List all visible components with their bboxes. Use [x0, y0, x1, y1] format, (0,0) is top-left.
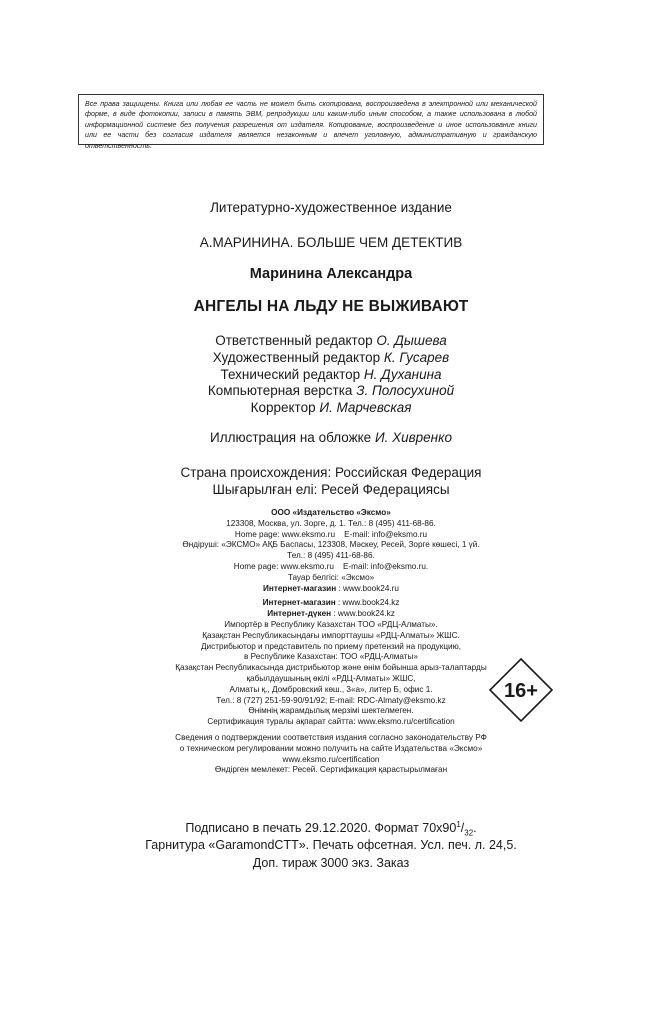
- series-line: А.МАРИНИНА. БОЛЬШЕ ЧЕМ ДЕТЕКТИВ: [199, 235, 463, 250]
- credit-line: [0, 333, 662, 348]
- age-rating-text: 16+: [504, 680, 538, 702]
- rights-line: Все права защищены. Книга или любая ее часть не может быть скопирована, воспроизведена в электронной или механической: [85, 100, 537, 108]
- publisher-block: [0, 508, 662, 776]
- illustration-credit: [0, 430, 662, 445]
- kz-distribution-line: Алматы қ., Домбровский көш., 3«а», литер Б, офис 1.: [229, 684, 433, 694]
- shop-kz-line: [0, 598, 662, 609]
- certification-line: Сведения о подтверждении соответствия издания согласно законодательству РФ: [175, 732, 487, 742]
- certification-line: www.eksmo.ru/certification: [282, 754, 380, 764]
- credit-role: Иллюстрация на обложке: [209, 430, 372, 445]
- kz-distribution-line: Дистрибьютор и представитель по приему претензий на продукцию,: [201, 641, 461, 651]
- credit-role: Корректор: [250, 400, 316, 415]
- publisher-web: Home page: www.eksmo.ru E-mail: info@eksmo.ru: [234, 529, 428, 539]
- shop-label: Интернет-дүкен: [267, 609, 332, 619]
- rights-line: или ее части без согласия издателя является незаконным и влечет уголовную, административную и гражданскую ответственность.: [85, 131, 537, 150]
- print-run-line: Доп. тираж 3000 экз. Заказ: [252, 856, 410, 870]
- genre-line: Литературно-художественное издание: [210, 200, 452, 215]
- credit-role: Компьютерная верстка: [207, 383, 353, 398]
- shop-kz2-line: [0, 609, 662, 620]
- credit-line: [0, 400, 662, 415]
- rights-notice-box: [78, 94, 544, 150]
- credit-line: [0, 367, 662, 382]
- credit-role: Художественный редактор: [212, 350, 381, 365]
- credit-name: И. Марчевская: [319, 400, 412, 415]
- certification-line: о техническом регулировании можно получить на сайте Издательства «Эксмо»: [179, 743, 483, 753]
- print-typeface-line: Гарнитура «GaramondCTT». Печать офсетная. Усл. печ. л. 24,5.: [145, 838, 517, 852]
- origin-ru: Страна происхождения: Российская Федерация: [180, 465, 482, 480]
- kz-distribution-line: Тел.: 8 (727) 251-59-90/91/92; E-mail: RDC-Almaty@eksmo.kz: [216, 695, 446, 705]
- credit-role: Технический редактор: [220, 367, 361, 382]
- credit-name: Н. Духанина: [363, 367, 442, 382]
- print-signed-prefix: Подписано в печать 29.12.2020. Формат 70x90: [185, 821, 457, 836]
- print-signed-suffix: .: [473, 821, 477, 836]
- shop-url: : www.book24.kz: [331, 609, 395, 619]
- print-signed-line: [0, 820, 662, 838]
- publisher-kz-web: Home page: www.eksmo.ru E-mail: info@eksmo.ru.: [233, 561, 429, 571]
- rights-line: информационной системе без получения разрешения от издателя. Копирование, воспроизведение и иное использование книги: [85, 120, 537, 129]
- certification-line: Өндірген мемлекет: Ресей. Сертификация қарастырылмаған: [214, 765, 448, 775]
- kz-distribution-line: Сертификация туралы ақпарат сайтта: www.eksmo.ru/certification: [207, 717, 455, 727]
- credit-line: [0, 350, 662, 365]
- origin-kz: Шығарылған елі: Ресей Федерациясы: [212, 482, 450, 497]
- kz-distribution-line: қабылдаушының өкілі «РДЦ-Алматы» ЖШС,: [246, 673, 416, 683]
- shop-label: Интернет-магазин: [262, 598, 336, 608]
- publisher-address: 123308, Москва, ул. Зорге, д. 1. Тел.: 8 (495) 411-68-86.: [226, 518, 436, 528]
- kz-distribution-line: Өнімнің жарамдылық мерзімі шектелмеген.: [248, 706, 414, 716]
- shop-url: : www.book24.ru: [336, 583, 399, 593]
- kz-distribution-line: в Республике Казахстан: ТОО «РДЦ-Алматы»: [244, 652, 418, 662]
- credit-name: О. Дышева: [376, 333, 447, 348]
- credit-role: Ответственный редактор: [215, 333, 373, 348]
- format-sup: 1: [456, 820, 461, 829]
- kz-distribution-line: Импортёр в Республику Казахстан ТОО «РДЦ-Алматы».: [224, 619, 438, 629]
- credit-name: И. Хивренко: [374, 430, 452, 445]
- book-title: АНГЕЛЫ НА ЛЬДУ НЕ ВЫЖИВАЮТ: [193, 298, 469, 315]
- credit-name: К. Гусарев: [383, 350, 450, 365]
- format-slash: /: [460, 821, 465, 836]
- publisher-kz-manufacturer: Өндіруші: «ЭКСМО» АҚБ Баспасы, 123308, Мәскеу, Ресей, Зорге көшесі, 1 үй.: [182, 540, 480, 550]
- kz-distribution-line: Қазақстан Республикасындағы импорттаушы «РДЦ-Алматы» ЖШС.: [202, 630, 460, 640]
- publisher-name: ООО «Издательство «Эксмо»: [271, 508, 391, 517]
- publisher-trademark: Тауар белгісі: «Эксмо»: [287, 572, 375, 582]
- age-rating-badge: [488, 657, 554, 723]
- shop-ru-line: [0, 584, 662, 595]
- credit-line: [0, 383, 662, 398]
- shop-label: Интернет-магазин: [263, 583, 337, 593]
- format-sub: 32: [464, 828, 474, 838]
- credit-name: З. Полосухиной: [356, 383, 455, 398]
- publisher-kz-phone: Тел.: 8 (495) 411-68-86.: [287, 551, 375, 561]
- kz-distribution-line: Қазақстан Республикасында дистрибьютор және өнім бойынша арыз-талаптарды: [175, 663, 487, 673]
- author-name: Маринина Александра: [249, 266, 413, 282]
- rights-line: форме, в виде фотокопии, записи в память ЭВМ, репродукции или каким-либо иным способом, а также использована в любой: [85, 110, 537, 119]
- shop-url: : www.book24.kz: [335, 598, 400, 608]
